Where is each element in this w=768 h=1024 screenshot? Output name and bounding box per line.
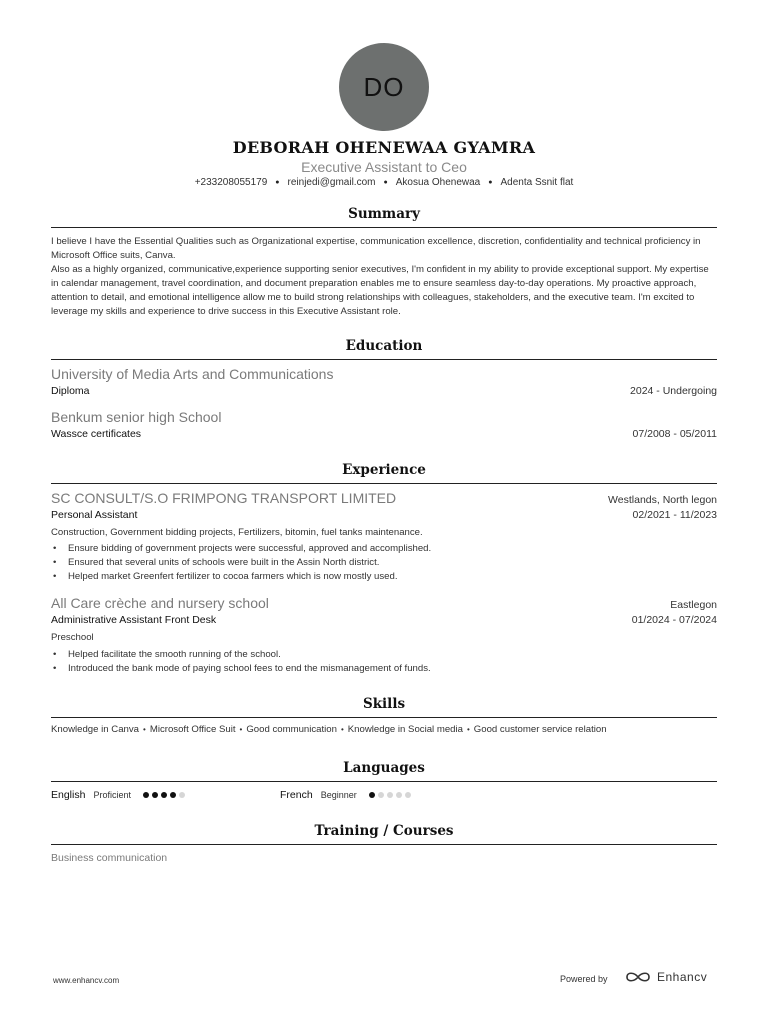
- summary-paragraph-1: I believe I have the Essential Qualities such as Organizational expertise, communication excellence, discretion, confidentiality and technical proficiency in Microsoft Office suits, Canva.: [51, 236, 701, 261]
- education-item-details: [51, 428, 717, 440]
- summary-heading: Summary: [51, 206, 717, 228]
- training-heading: Training / Courses: [51, 823, 717, 845]
- job-dates: 01/2024 - 07/2024: [631, 614, 717, 626]
- bullet-separator: •: [239, 725, 243, 734]
- bullet-separator: •: [466, 725, 470, 734]
- footer-url[interactable]: www.enhancv.com: [53, 976, 120, 985]
- school-name: University of Media Arts and Communications: [51, 366, 334, 382]
- summary-paragraph-2: Also as a highly organized, communicative,experience supporting senior executives, I'm confident in my ability to provide exceptional support. My expertise in calendar management, travel coordination, and document preparation enables me to ensure seamless day-to-day operations. My proactive approach, attention to detail, and emotional intelligence allow me to build strong relationships with colleagues, stakeholders, and the executive team. I'm excited to leverage my skills and experience to drive success in this Executive Assistant role.: [51, 263, 709, 317]
- skills-heading: Skills: [51, 696, 717, 718]
- list-item: • Ensure bidding of government projects were successful, approved and accomplished.: [51, 542, 717, 556]
- candidate-role: Executive Assistant to Ceo: [301, 159, 467, 175]
- dot-empty: [179, 792, 185, 798]
- experience-heading: Experience: [51, 462, 717, 484]
- training-item: Business communication: [51, 852, 168, 864]
- skill-tag: Knowledge in Canva: [51, 724, 140, 735]
- enhancv-logo-icon: [625, 970, 651, 984]
- degree: Wassce certificates: [51, 428, 142, 440]
- address: Adenta Ssnit flat: [500, 177, 574, 188]
- experience-item-header: [51, 595, 717, 611]
- bullet-separator: •: [143, 725, 146, 734]
- contact-info: [0, 177, 768, 188]
- bullet-separator: ●: [383, 179, 388, 186]
- experience-item-header: [51, 490, 717, 506]
- language-name: English: [51, 789, 86, 801]
- degree: Diploma: [51, 385, 90, 397]
- dot-empty: [378, 792, 384, 798]
- bullet-separator: ●: [275, 179, 280, 186]
- school-name: Benkum senior high School: [51, 409, 222, 425]
- skills-list: [51, 724, 717, 735]
- skill-tag: Good customer service relation: [473, 724, 607, 735]
- brand-logo[interactable]: [625, 970, 707, 984]
- skill-tag: Good communication: [246, 724, 337, 735]
- proficiency-dots: [143, 792, 188, 798]
- summary-text: [51, 235, 717, 318]
- dot-empty: [387, 792, 393, 798]
- dot-empty: [396, 792, 402, 798]
- job-title: Personal Assistant: [51, 509, 138, 521]
- job-location: Eastlegon: [670, 599, 717, 611]
- education-item: [51, 366, 717, 382]
- language-french: [280, 789, 414, 801]
- candidate-name: DEBORAH OHENEWAA GYAMRA: [232, 138, 536, 157]
- proficiency-dots: [369, 792, 414, 798]
- education-dates: 07/2008 - 05/2011: [632, 428, 717, 440]
- phone: +233208055179: [194, 177, 268, 188]
- job-dates: 02/2021 - 11/2023: [632, 509, 717, 521]
- list-item: • Ensured that several units of schools were built in the Assin North district.: [51, 556, 717, 570]
- company-name: All Care crèche and nursery school: [51, 595, 269, 611]
- job-achievements: [51, 542, 717, 584]
- education-heading: Education: [51, 338, 717, 360]
- language-name: French: [280, 789, 313, 801]
- language-level: Proficient: [93, 790, 131, 800]
- skill-tag: Knowledge in Social media: [347, 724, 463, 735]
- avatar: DO: [339, 43, 429, 131]
- list-item: • Helped facilitate the smooth running of the school.: [51, 648, 717, 662]
- job-description: Construction, Government bidding projects, Fertilizers, bitomin, fuel tanks maintenance.: [51, 527, 423, 538]
- job-achievements: [51, 648, 717, 676]
- list-item: • Introduced the bank mode of paying school fees to end the mismanagement of funds.: [51, 662, 717, 676]
- language-english: [51, 789, 188, 801]
- dot-empty: [405, 792, 411, 798]
- dot-filled: [161, 792, 167, 798]
- job-description: Preschool: [51, 632, 94, 643]
- dot-filled: [143, 792, 149, 798]
- dot-filled: [369, 792, 375, 798]
- list-item: • Helped market Greenfert fertilizer to cocoa farmers which is now mostly used.: [51, 570, 717, 584]
- education-item: [51, 409, 717, 425]
- company-name: SC CONSULT/S.O FRIMPONG TRANSPORT LIMITED: [51, 490, 397, 506]
- education-dates: 2024 - Undergoing: [630, 385, 717, 397]
- dot-filled: [152, 792, 158, 798]
- job-location: Westlands, North legon: [608, 494, 717, 506]
- bullet-separator: ●: [488, 179, 493, 186]
- bullet-separator: •: [340, 725, 344, 734]
- experience-item-role: [51, 509, 717, 521]
- email[interactable]: reinjedi@gmail.com: [287, 177, 376, 188]
- dot-filled: [170, 792, 176, 798]
- contact-name: Akosua Ohenewaa: [395, 177, 481, 188]
- brand-name: Enhancv: [657, 970, 708, 984]
- education-item-details: [51, 385, 717, 397]
- powered-by-label: Powered by: [560, 974, 608, 984]
- language-level: Beginner: [320, 790, 357, 800]
- skill-tag: Microsoft Office Suit: [149, 724, 236, 735]
- job-title: Administrative Assistant Front Desk: [51, 614, 217, 626]
- languages-heading: Languages: [51, 760, 717, 782]
- experience-item-role: [51, 614, 717, 626]
